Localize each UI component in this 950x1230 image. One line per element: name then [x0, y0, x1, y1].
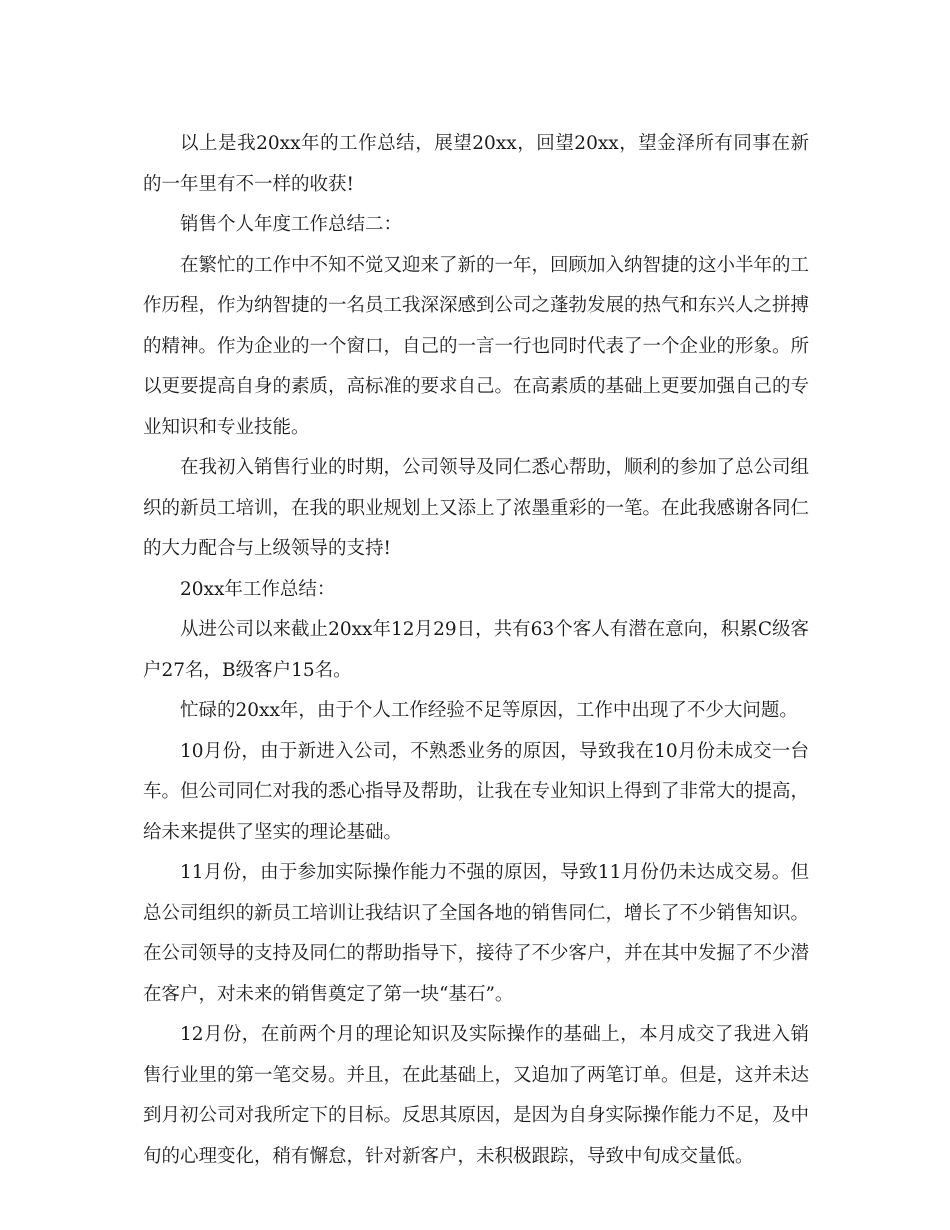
document-body — [143, 124, 809, 1177]
paragraph-customer-stats: 从进公司以来截止20xx年12月29日，共有63个客人有潜在意向，积累C级客户27名，B级客户15名。 — [143, 619, 809, 681]
paragraph-december: 12月份，在前两个月的理论知识及实际操作的基础上，本月成交了我进入销售行业里的第一笔交易。并且，在此基础上，又追加了两笔订单。但是，这并未达到月初公司对我所定下的目标。反思其原因，是因为自身实际操作能力不足，及中旬的心理变化，稍有懈怠，针对新客户，未积极跟踪，导致中旬成交量低。 — [143, 1024, 810, 1167]
paragraph-october: 10月份，由于新进入公司，不熟悉业务的原因，导致我在10月份未成交一台车。但公司同仁对我的悉心指导及帮助，让我在专业知识上得到了非常大的提高，给未来提供了坚实的理论基础。 — [143, 740, 810, 843]
paragraph-november: 11月份，由于参加实际操作能力不强的原因，导致11月份仍未达成交易。但总公司组织的新员工培训让我结识了全国各地的销售同仁，增长了不少销售知识。在公司领导的支持及同仁的帮助指导下，接待了不少客户，并在其中发掘了不少潜在客户，对未来的销售奠定了第一块“基石”。 — [143, 862, 810, 1005]
paragraph-training: 在我初入销售行业的时期，公司领导及同仁悉心帮助，顺利的参加了总公司组织的新员工培训，在我的职业规划上又添上了浓墨重彩的一笔。在此我感谢各同仁的大力配合与上级领导的支持! — [143, 457, 810, 559]
paragraph-closing-summary: 以上是我20xx年的工作总结，展望20xx，回望20xx，望金泽所有同事在新的一年里有不一样的收获! — [143, 133, 809, 195]
section-heading-annual-summary: 20xx年工作总结： — [180, 578, 336, 600]
paragraph-introduction: 在繁忙的工作中不知不觉又迎来了新的一年，回顾加入纳智捷的这小半年的工作历程，作为纳智捷的一名员工我深深感到公司之蓬勃发展的热气和东兴人之拼搏的精神。作为企业的一个窗口，自己的一言一行也同时代表了一个企业的形象。所以更要提高自身的素质，高标准的要求自己。在高素质的基础上更要加强自己的专业知识和专业技能。 — [143, 254, 810, 438]
paragraph-problems: 忙碌的20xx年，由于个人工作经验不足等原因，工作中出现了不少大问题。 — [180, 700, 798, 721]
section-heading-summary-two: 销售个人年度工作总结二： — [180, 214, 403, 235]
